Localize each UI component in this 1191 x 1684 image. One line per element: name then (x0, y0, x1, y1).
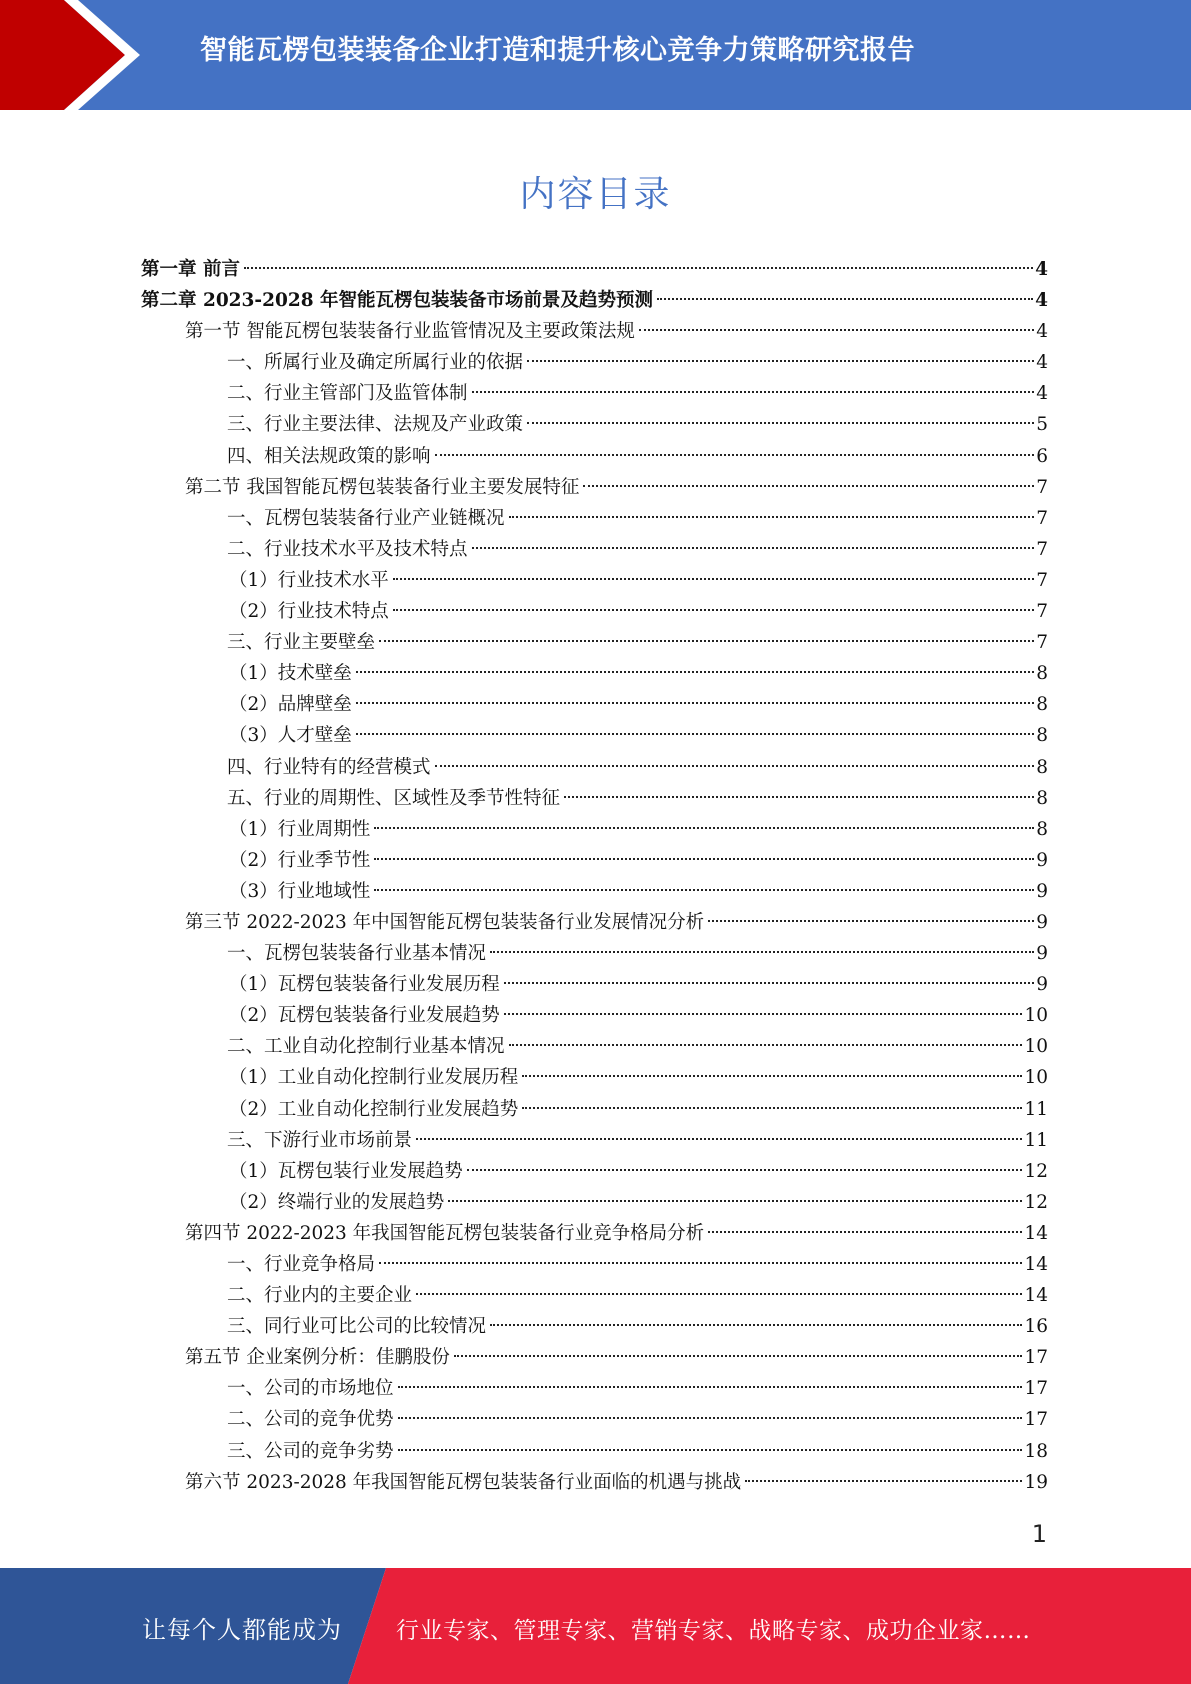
toc-entry[interactable] (141, 1373, 1048, 1404)
toc-entry-title: 一、瓦楞包装装备行业产业链概况 (227, 507, 505, 529)
toc-entry-title: 四、行业特有的经营模式 (227, 756, 431, 778)
toc-entry-page: 9 (1036, 974, 1048, 996)
toc-entry[interactable] (141, 565, 1048, 596)
toc-entry[interactable] (141, 316, 1048, 347)
header-arrow-decoration (0, 0, 150, 110)
toc-entry-title: 四、相关法规政策的影响 (227, 445, 431, 467)
toc-entry-page: 17 (1024, 1409, 1048, 1431)
toc-dot-leader (393, 578, 1034, 580)
toc-entry[interactable] (141, 1218, 1048, 1249)
toc-dot-leader (356, 671, 1034, 673)
toc-dot-leader (435, 765, 1035, 767)
toc-dot-leader (527, 360, 1034, 362)
toc-entry-page: 14 (1024, 1254, 1048, 1275)
toc-entry[interactable] (141, 752, 1048, 783)
toc-entry-page: 7 (1036, 569, 1048, 591)
toc-entry-page: 16 (1024, 1316, 1048, 1338)
toc-dot-leader (435, 454, 1035, 456)
toc-entry-title: 三、行业主要法律、法规及产业政策 (227, 414, 524, 436)
toc-entry[interactable] (141, 938, 1048, 969)
toc-entry-title: 一、公司的市场地位 (227, 1378, 394, 1400)
toc-dot-leader (490, 1324, 1022, 1326)
toc-entry-page: 17 (1024, 1347, 1048, 1369)
toc-entry[interactable] (141, 1311, 1048, 1342)
toc-dot-leader (583, 485, 1034, 487)
report-header-band (0, 0, 1191, 110)
toc-entry[interactable] (141, 596, 1048, 627)
footer-band (0, 1568, 1191, 1684)
toc-entry-page: 9 (1036, 849, 1048, 871)
toc-entry-title: 一、所属行业及确定所属行业的依据 (227, 352, 524, 374)
toc-dot-leader (472, 391, 1035, 393)
toc-entry[interactable] (141, 1467, 1048, 1498)
toc-entry[interactable] (141, 409, 1048, 440)
toc-dot-leader (374, 889, 1034, 891)
toc-dot-leader (374, 827, 1034, 829)
toc-dot-leader (356, 702, 1034, 704)
toc-entry-title: 三、行业主要壁垒 (227, 632, 376, 654)
toc-entry-title: （2）品牌壁垒 (229, 694, 352, 716)
toc-entry-page: 7 (1036, 632, 1048, 654)
toc-dot-leader (398, 1386, 1023, 1388)
toc-dot-leader (379, 640, 1034, 642)
toc-entry-page: 10 (1024, 1005, 1048, 1027)
toc-entry-page: 8 (1036, 756, 1048, 778)
toc-entry-title: （1）瓦楞包装行业发展趋势 (229, 1160, 463, 1182)
toc-entry-title: （3）行业地域性 (229, 880, 371, 902)
toc-dot-leader (490, 951, 1034, 953)
toc-entry[interactable] (141, 814, 1048, 845)
toc-entry[interactable] (141, 378, 1048, 409)
toc-entry[interactable] (141, 1342, 1048, 1373)
toc-dot-leader (244, 267, 1033, 269)
toc-entry-title: 第六节 2023-2028 年我国智能瓦楞包装装备行业面临的机遇与挑战 (185, 1471, 742, 1493)
toc-entry-page: 10 (1024, 1036, 1048, 1058)
page-number: 1 (1031, 1520, 1047, 1548)
toc-entry[interactable] (141, 845, 1048, 876)
toc-dot-leader (379, 1262, 1022, 1264)
toc-dot-leader (657, 298, 1033, 300)
red-arrow-shape (0, 0, 125, 110)
toc-entry-title: 二、行业内的主要企业 (227, 1285, 413, 1307)
toc-entry-title: 第一章 前言 (141, 259, 240, 280)
toc-entry-title: （1）技术壁垒 (229, 663, 352, 685)
toc-entry-page: 17 (1024, 1378, 1048, 1400)
toc-dot-leader (356, 733, 1034, 735)
toc-entry-title: 二、工业自动化控制行业基本情况 (227, 1036, 505, 1058)
toc-entry[interactable] (141, 907, 1048, 938)
toc-entry[interactable] (141, 1062, 1048, 1093)
toc-entry-page: 4 (1035, 259, 1048, 280)
toc-entry-page: 7 (1036, 538, 1048, 560)
toc-entry[interactable] (141, 969, 1048, 1000)
toc-entry-title: （1）行业周期性 (229, 818, 371, 840)
toc-entry-title: （3）人才壁垒 (229, 725, 352, 747)
toc-entry[interactable] (141, 783, 1048, 814)
toc-entry-page: 8 (1036, 787, 1048, 809)
toc-dot-leader (708, 920, 1034, 922)
toc-entry[interactable] (141, 441, 1048, 472)
toc-entry[interactable] (141, 347, 1048, 378)
toc-dot-leader (467, 1169, 1023, 1171)
report-title: 智能瓦楞包装装备企业打造和提升核心竞争力策略研究报告 (200, 35, 915, 66)
toc-entry[interactable] (141, 1187, 1048, 1218)
toc-entry-page: 8 (1036, 663, 1048, 685)
toc-dot-leader (522, 1107, 1022, 1109)
toc-entry[interactable] (141, 689, 1048, 720)
toc-dot-leader (564, 796, 1034, 798)
toc-entry-title: （1）行业技术水平 (229, 569, 389, 591)
toc-entry[interactable] (141, 472, 1048, 503)
toc-entry-title: （2）终端行业的发展趋势 (229, 1191, 445, 1213)
toc-entry-title: （1）工业自动化控制行业发展历程 (229, 1067, 519, 1089)
toc-dot-leader (708, 1231, 1022, 1233)
toc-entry-page: 14 (1024, 1222, 1048, 1244)
toc-entry-page: 6 (1036, 445, 1048, 467)
toc-entry-page: 9 (1036, 880, 1048, 902)
footer-slogan-right: 行业专家、管理专家、营销专家、战略专家、成功企业家…… (396, 1618, 1031, 1644)
toc-entry[interactable] (141, 1280, 1048, 1311)
toc-entry-page: 18 (1024, 1440, 1048, 1462)
toc-dot-leader (509, 516, 1035, 518)
toc-entry-title: 第二节 我国智能瓦楞包装装备行业主要发展特征 (185, 476, 580, 498)
toc-entry-title: 二、公司的竞争优势 (227, 1409, 394, 1431)
toc-dot-leader (509, 1044, 1023, 1046)
toc-entry-page: 7 (1036, 476, 1048, 498)
toc-entry-title: 第一节 智能瓦楞包装装备行业监管情况及主要政策法规 (185, 321, 635, 343)
toc-entry-page: 14 (1024, 1285, 1048, 1307)
toc-entry-title: 三、公司的竞争劣势 (227, 1440, 394, 1462)
toc-entry-page: 9 (1036, 943, 1048, 965)
toc-heading: 内容目录 (519, 174, 672, 215)
toc-entry-page: 8 (1036, 725, 1048, 747)
toc-entry-page: 4 (1036, 383, 1048, 405)
toc-dot-leader (472, 547, 1035, 549)
toc-entry-title: 一、瓦楞包装装备行业基本情况 (227, 943, 487, 965)
toc-entry-title: （1）瓦楞包装装备行业发展历程 (229, 974, 500, 996)
toc-entry-page: 7 (1036, 507, 1048, 529)
toc-entry[interactable] (141, 1031, 1048, 1062)
toc-entry-title: 二、行业技术水平及技术特点 (227, 538, 468, 560)
toc-entry[interactable] (141, 1404, 1048, 1435)
table-of-contents (141, 254, 1048, 1498)
toc-dot-leader (448, 1200, 1022, 1202)
toc-entry-page: 5 (1036, 414, 1048, 436)
toc-entry-title: 三、同行业可比公司的比较情况 (227, 1316, 487, 1338)
toc-entry[interactable] (141, 1125, 1048, 1156)
toc-entry-title: （2）行业季节性 (229, 849, 371, 871)
toc-entry[interactable] (141, 1094, 1048, 1125)
toc-entry-page: 11 (1024, 1098, 1048, 1120)
toc-entry-title: 一、行业竞争格局 (227, 1254, 376, 1275)
toc-entry-page: 12 (1024, 1160, 1048, 1182)
toc-entry[interactable] (141, 627, 1048, 658)
toc-dot-leader (374, 858, 1034, 860)
toc-entry-page: 19 (1024, 1471, 1048, 1493)
toc-dot-leader (416, 1138, 1022, 1140)
toc-dot-leader (398, 1417, 1023, 1419)
toc-dot-leader (416, 1293, 1022, 1295)
toc-dot-leader (393, 609, 1034, 611)
toc-entry-page: 4 (1036, 352, 1048, 374)
toc-entry[interactable] (141, 876, 1048, 907)
toc-entry-title: （2）瓦楞包装装备行业发展趋势 (229, 1005, 500, 1027)
toc-entry-page: 9 (1036, 911, 1048, 933)
toc-dot-leader (527, 422, 1034, 424)
toc-entry-page: 8 (1036, 694, 1048, 716)
toc-entry[interactable] (141, 1156, 1048, 1187)
toc-entry-page: 10 (1024, 1067, 1048, 1089)
toc-entry[interactable] (141, 658, 1048, 689)
toc-entry-title: （2）行业技术特点 (229, 601, 389, 623)
toc-entry-page: 12 (1024, 1191, 1048, 1213)
toc-entry[interactable] (141, 1436, 1048, 1467)
toc-entry-title: 第三节 2022-2023 年中国智能瓦楞包装装备行业发展情况分析 (185, 911, 705, 933)
toc-dot-leader (454, 1355, 1023, 1357)
toc-entry-title: 三、下游行业市场前景 (227, 1129, 413, 1151)
toc-entry-page: 4 (1035, 290, 1048, 312)
toc-entry-title: （2）工业自动化控制行业发展趋势 (229, 1098, 519, 1120)
toc-entry[interactable] (141, 254, 1048, 285)
toc-entry-title: 第五节 企业案例分析：佳鹏股份 (185, 1347, 450, 1369)
toc-entry-page: 11 (1024, 1129, 1048, 1151)
toc-entry[interactable] (141, 503, 1048, 534)
toc-entry[interactable] (141, 534, 1048, 565)
toc-entry[interactable] (141, 285, 1048, 316)
toc-entry-title: 第二章 2023-2028 年智能瓦楞包装装备市场前景及趋势预测 (141, 290, 654, 312)
toc-entry-title: 第四节 2022-2023 年我国智能瓦楞包装装备行业竞争格局分析 (185, 1222, 705, 1244)
footer-slogan-left: 让每个人都能成为 (142, 1616, 342, 1644)
toc-entry-title: 二、行业主管部门及监管体制 (227, 383, 468, 405)
toc-dot-leader (504, 1013, 1023, 1015)
toc-entry-page: 7 (1036, 601, 1048, 623)
toc-entry[interactable] (141, 1000, 1048, 1031)
toc-entry[interactable] (141, 720, 1048, 751)
toc-dot-leader (745, 1480, 1022, 1482)
toc-dot-leader (398, 1449, 1023, 1451)
toc-dot-leader (639, 329, 1034, 331)
toc-dot-leader (504, 982, 1034, 984)
toc-entry-title: 五、行业的周期性、区域性及季节性特征 (227, 787, 561, 809)
toc-entry-page: 8 (1036, 818, 1048, 840)
toc-entry[interactable] (141, 1249, 1048, 1280)
toc-dot-leader (522, 1075, 1022, 1077)
toc-entry-page: 4 (1036, 321, 1048, 343)
